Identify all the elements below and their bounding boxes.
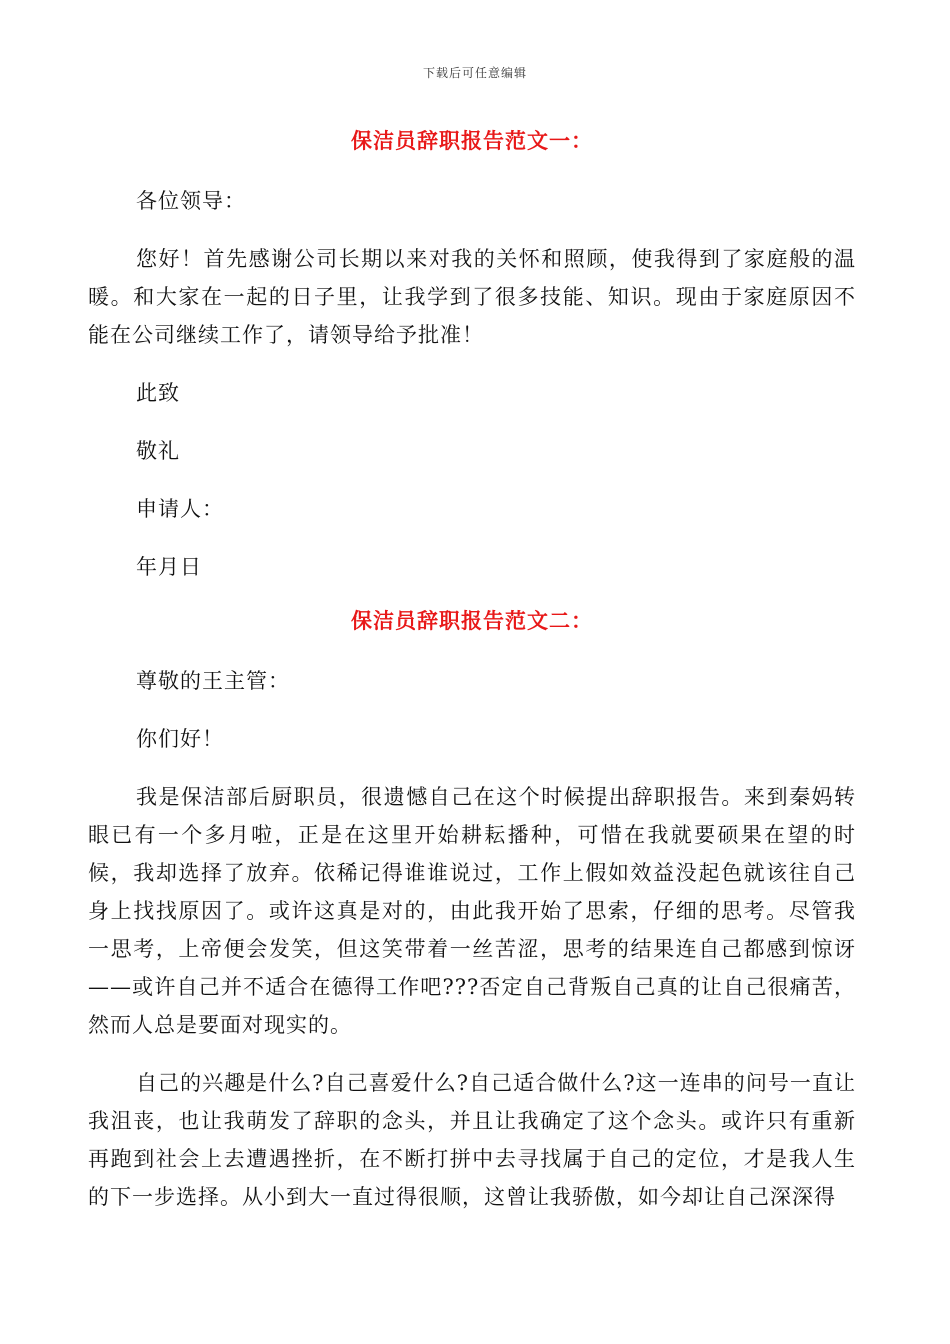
section1-closing-2: 敬礼 xyxy=(136,439,180,463)
section2-paragraph-1: 我是保洁部后厨职员，很遗憾自己在这个时候提出辞职报告。来到秦妈转眼已有一个多月啦，正是在这里开始耕耘播种，可惜在我就要硕果在望的时候，我却选择了放弃。依稀记得谁谁说过，工作上假如效益没起色就该往自己身上找找原因了。或许这真是对的，由此我开始了思索，仔细的思考。尽管我一思考，上帝便会发笑，但这笑带着一丝苦涩，思考的结果连自己都感到惊讶——或许自己并不适合在德得工作吧???否定自己背叛自己真的让自己很痛苦，然而人总是要面对现实的。 xyxy=(88,785,856,1037)
section1-title: 保洁员辞职报告范文一： xyxy=(351,128,593,153)
document-content xyxy=(88,118,856,1236)
header-note: 下载后可任意编辑 xyxy=(422,66,527,80)
section1-salutation: 各位领导： xyxy=(136,189,246,213)
section2-title: 保洁员辞职报告范文二： xyxy=(351,608,593,633)
section1-body: 您好！首先感谢公司长期以来对我的关怀和照顾，使我得到了家庭般的温暖。和大家在一起的日子里，让我学到了很多技能、知识。现由于家庭原因不能在公司继续工作了，请领导给予批准！ xyxy=(88,247,856,347)
section1-applicant: 申请人： xyxy=(136,497,224,521)
section2-paragraph-2: 自己的兴趣是什么?自己喜爱什么?自己适合做什么?这一连串的问号一直让我沮丧，也让我萌发了辞职的念头，并且让我确定了这个念头。或许只有重新再跑到社会上去遭遇挫折，在不断打拼中去寻找属于自己的定位，才是我人生的下一步选择。从小到大一直过得很顺，这曾让我骄傲，如今却让自己深深得 xyxy=(88,1071,856,1209)
section2-salutation: 尊敬的王主管： xyxy=(136,669,290,693)
section1-closing-1: 此致 xyxy=(136,381,180,405)
section2-greeting: 你们好！ xyxy=(136,727,224,751)
section1-date: 年月日 xyxy=(136,555,202,579)
